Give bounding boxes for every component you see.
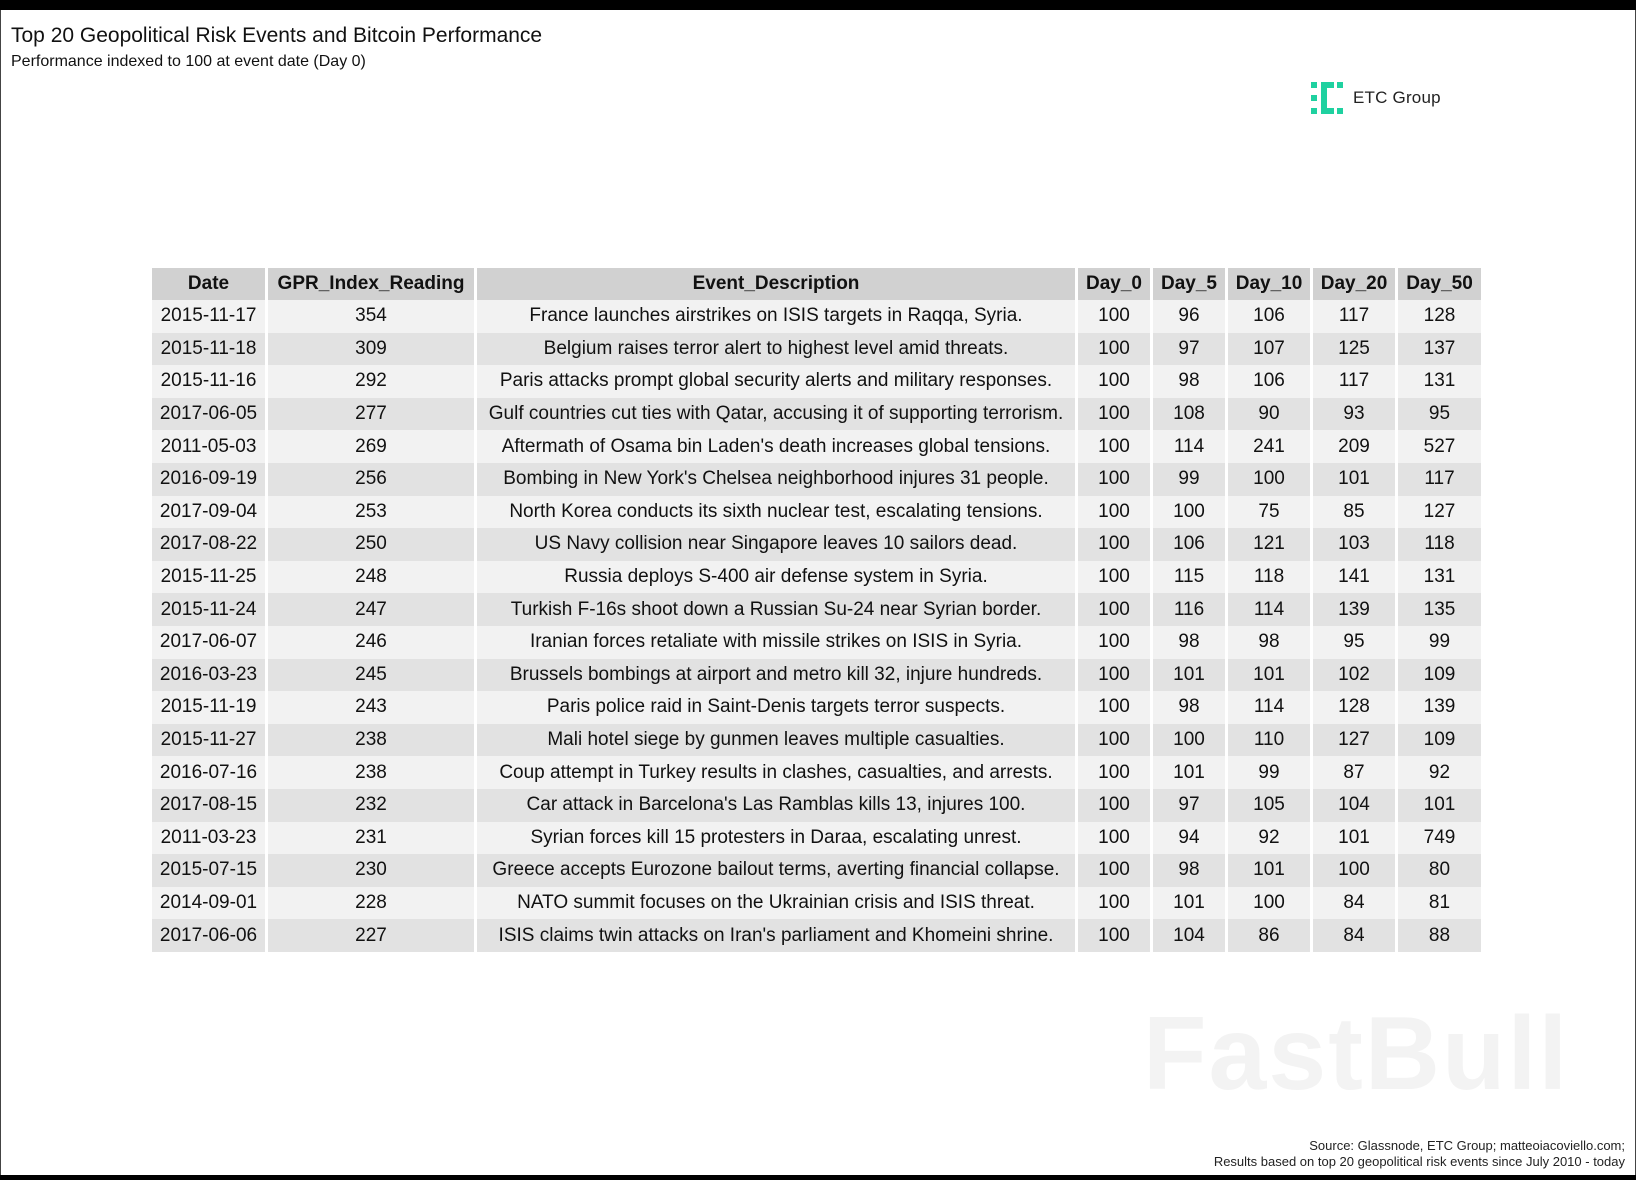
cell-description: Paris police raid in Saint-Denis targets terror suspects. (477, 691, 1075, 724)
cell-gpr: 232 (268, 789, 474, 822)
cell-description: North Korea conducts its sixth nuclear test, escalating tensions. (477, 496, 1075, 529)
cell-date: 2017-06-06 (152, 919, 265, 952)
watermark-text: FastBull (1143, 996, 1570, 1112)
cell-description: Syrian forces kill 15 protesters in Daraa, escalating unrest. (477, 822, 1075, 855)
cell-day-10: 107 (1228, 333, 1310, 366)
cell-day-20: 101 (1313, 463, 1395, 496)
cell-day-50: 139 (1398, 691, 1481, 724)
cell-day-0: 100 (1078, 789, 1150, 822)
cell-day-0: 100 (1078, 887, 1150, 920)
cell-description: Belgium raises terror alert to highest level amid threats. (477, 333, 1075, 366)
cell-gpr: 227 (268, 919, 474, 952)
cell-date: 2015-11-18 (152, 333, 265, 366)
cell-day-0: 100 (1078, 756, 1150, 789)
cell-description: NATO summit focuses on the Ukrainian crisis and ISIS threat. (477, 887, 1075, 920)
cell-date: 2015-11-16 (152, 365, 265, 398)
cell-description: Brussels bombings at airport and metro kill 32, injure hundreds. (477, 659, 1075, 692)
cell-description: France launches airstrikes on ISIS targets in Raqqa, Syria. (477, 300, 1075, 333)
cell-day-10: 110 (1228, 724, 1310, 757)
cell-day-0: 100 (1078, 430, 1150, 463)
cell-day-10: 100 (1228, 463, 1310, 496)
cell-day-50: 131 (1398, 365, 1481, 398)
column-header-date: Date (152, 268, 265, 300)
cell-date: 2014-09-01 (152, 887, 265, 920)
cell-day-50: 127 (1398, 496, 1481, 529)
cell-day-10: 106 (1228, 300, 1310, 333)
cell-date: 2017-09-04 (152, 496, 265, 529)
cell-day-0: 100 (1078, 724, 1150, 757)
table-row (152, 659, 1481, 692)
cell-description: ISIS claims twin attacks on Iran's parliament and Khomeini shrine. (477, 919, 1075, 952)
logo-text: ETC Group (1353, 88, 1441, 107)
cell-day-5: 101 (1153, 659, 1225, 692)
cell-day-5: 101 (1153, 887, 1225, 920)
cell-day-0: 100 (1078, 496, 1150, 529)
cell-day-5: 99 (1153, 463, 1225, 496)
cell-day-50: 128 (1398, 300, 1481, 333)
source-note (1214, 1138, 1625, 1170)
cell-gpr: 354 (268, 300, 474, 333)
cell-gpr: 238 (268, 724, 474, 757)
cell-date: 2015-11-19 (152, 691, 265, 724)
cell-date: 2011-05-03 (152, 430, 265, 463)
cell-day-50: 117 (1398, 463, 1481, 496)
table-row (152, 528, 1481, 561)
cell-day-50: 137 (1398, 333, 1481, 366)
cell-description: Greece accepts Eurozone bailout terms, averting financial collapse. (477, 854, 1075, 887)
cell-gpr: 256 (268, 463, 474, 496)
cell-gpr: 243 (268, 691, 474, 724)
cell-description: Mali hotel siege by gunmen leaves multiple casualties. (477, 724, 1075, 757)
cell-day-50: 109 (1398, 724, 1481, 757)
cell-day-0: 100 (1078, 593, 1150, 626)
cell-day-0: 100 (1078, 528, 1150, 561)
etc-group-logo-icon (1311, 82, 1343, 114)
cell-date: 2016-07-16 (152, 756, 265, 789)
table-row (152, 626, 1481, 659)
cell-day-50: 92 (1398, 756, 1481, 789)
cell-day-10: 114 (1228, 593, 1310, 626)
source-line-1: Source: Glassnode, ETC Group; matteoiacoviello.com; (1309, 1138, 1625, 1153)
cell-day-50: 118 (1398, 528, 1481, 561)
cell-date: 2017-08-22 (152, 528, 265, 561)
cell-day-10: 86 (1228, 919, 1310, 952)
cell-day-5: 101 (1153, 756, 1225, 789)
cell-day-5: 108 (1153, 398, 1225, 431)
cell-gpr: 269 (268, 430, 474, 463)
table-row (152, 430, 1481, 463)
cell-day-20: 85 (1313, 496, 1395, 529)
cell-day-0: 100 (1078, 365, 1150, 398)
cell-day-5: 106 (1153, 528, 1225, 561)
cell-day-5: 98 (1153, 365, 1225, 398)
cell-day-5: 115 (1153, 561, 1225, 594)
cell-description: Coup attempt in Turkey results in clashes, casualties, and arrests. (477, 756, 1075, 789)
table-row (152, 756, 1481, 789)
cell-day-20: 209 (1313, 430, 1395, 463)
cell-day-5: 98 (1153, 854, 1225, 887)
table-row (152, 365, 1481, 398)
table-row (152, 593, 1481, 626)
table-row (152, 854, 1481, 887)
cell-description: US Navy collision near Singapore leaves 10 sailors dead. (477, 528, 1075, 561)
source-line-2: Results based on top 20 geopolitical risk events since July 2010 - today (1213, 1154, 1625, 1169)
cell-day-10: 92 (1228, 822, 1310, 855)
cell-day-20: 117 (1313, 300, 1395, 333)
cell-day-0: 100 (1078, 333, 1150, 366)
cell-day-5: 104 (1153, 919, 1225, 952)
cell-date: 2015-11-24 (152, 593, 265, 626)
cell-day-20: 84 (1313, 887, 1395, 920)
cell-date: 2015-11-17 (152, 300, 265, 333)
cell-day-0: 100 (1078, 561, 1150, 594)
table-row (152, 561, 1481, 594)
column-header-day-5: Day_5 (1153, 268, 1225, 300)
cell-day-20: 104 (1313, 789, 1395, 822)
cell-description: Russia deploys S-400 air defense system in Syria. (477, 561, 1075, 594)
cell-day-20: 87 (1313, 756, 1395, 789)
cell-description: Gulf countries cut ties with Qatar, accusing it of supporting terrorism. (477, 398, 1075, 431)
cell-day-5: 97 (1153, 789, 1225, 822)
cell-day-20: 93 (1313, 398, 1395, 431)
cell-day-10: 105 (1228, 789, 1310, 822)
table-row (152, 887, 1481, 920)
cell-gpr: 248 (268, 561, 474, 594)
cell-day-50: 81 (1398, 887, 1481, 920)
cell-day-10: 90 (1228, 398, 1310, 431)
column-header-description: Event_Description (477, 268, 1075, 300)
chart-subtitle: Performance indexed to 100 at event date (Day 0) (11, 53, 366, 70)
cell-day-20: 141 (1313, 561, 1395, 594)
cell-day-50: 80 (1398, 854, 1481, 887)
table-row (152, 496, 1481, 529)
cell-gpr: 228 (268, 887, 474, 920)
cell-gpr: 246 (268, 626, 474, 659)
cell-gpr: 230 (268, 854, 474, 887)
cell-day-5: 98 (1153, 626, 1225, 659)
cell-day-5: 96 (1153, 300, 1225, 333)
table-row (152, 724, 1481, 757)
cell-day-50: 101 (1398, 789, 1481, 822)
cell-day-20: 100 (1313, 854, 1395, 887)
cell-day-50: 135 (1398, 593, 1481, 626)
column-header-day-0: Day_0 (1078, 268, 1150, 300)
cell-description: Iranian forces retaliate with missile strikes on ISIS in Syria. (477, 626, 1075, 659)
cell-day-10: 101 (1228, 659, 1310, 692)
cell-day-0: 100 (1078, 822, 1150, 855)
cell-day-5: 97 (1153, 333, 1225, 366)
cell-gpr: 309 (268, 333, 474, 366)
cell-day-0: 100 (1078, 659, 1150, 692)
cell-day-0: 100 (1078, 463, 1150, 496)
cell-gpr: 247 (268, 593, 474, 626)
cell-day-0: 100 (1078, 691, 1150, 724)
table-row (152, 691, 1481, 724)
cell-date: 2015-11-27 (152, 724, 265, 757)
column-header-day-20: Day_20 (1313, 268, 1395, 300)
table-row (152, 333, 1481, 366)
chart-page (0, 10, 1636, 1175)
cell-day-0: 100 (1078, 398, 1150, 431)
cell-day-0: 100 (1078, 626, 1150, 659)
cell-day-20: 127 (1313, 724, 1395, 757)
cell-date: 2017-06-07 (152, 626, 265, 659)
table-row (152, 789, 1481, 822)
cell-day-5: 116 (1153, 593, 1225, 626)
cell-day-5: 98 (1153, 691, 1225, 724)
cell-day-5: 114 (1153, 430, 1225, 463)
cell-day-20: 125 (1313, 333, 1395, 366)
table-row (152, 463, 1481, 496)
cell-day-10: 101 (1228, 854, 1310, 887)
cell-day-50: 131 (1398, 561, 1481, 594)
cell-day-10: 241 (1228, 430, 1310, 463)
cell-day-10: 121 (1228, 528, 1310, 561)
cell-gpr: 292 (268, 365, 474, 398)
cell-day-5: 100 (1153, 724, 1225, 757)
cell-day-10: 100 (1228, 887, 1310, 920)
table-body (152, 300, 1481, 952)
cell-day-20: 84 (1313, 919, 1395, 952)
cell-day-0: 100 (1078, 854, 1150, 887)
chart-title: Top 20 Geopolitical Risk Events and Bitcoin Performance (11, 24, 543, 47)
cell-description: Car attack in Barcelona's Las Ramblas kills 13, injures 100. (477, 789, 1075, 822)
cell-gpr: 245 (268, 659, 474, 692)
cell-date: 2017-06-05 (152, 398, 265, 431)
column-header-day-50: Day_50 (1398, 268, 1481, 300)
cell-day-50: 88 (1398, 919, 1481, 952)
cell-day-5: 100 (1153, 496, 1225, 529)
cell-date: 2015-11-25 (152, 561, 265, 594)
cell-day-10: 98 (1228, 626, 1310, 659)
cell-description: Turkish F-16s shoot down a Russian Su-24 near Syrian border. (477, 593, 1075, 626)
cell-description: Aftermath of Osama bin Laden's death increases global tensions. (477, 430, 1075, 463)
column-header-day-10: Day_10 (1228, 268, 1310, 300)
cell-day-50: 749 (1398, 822, 1481, 855)
cell-day-20: 102 (1313, 659, 1395, 692)
column-header-gpr: GPR_Index_Reading (268, 268, 474, 300)
table-header-row (152, 268, 1481, 300)
cell-day-10: 106 (1228, 365, 1310, 398)
cell-gpr: 231 (268, 822, 474, 855)
cell-day-20: 103 (1313, 528, 1395, 561)
cell-day-10: 114 (1228, 691, 1310, 724)
cell-day-0: 100 (1078, 919, 1150, 952)
cell-day-20: 128 (1313, 691, 1395, 724)
cell-date: 2016-03-23 (152, 659, 265, 692)
table-row (152, 300, 1481, 333)
cell-day-50: 527 (1398, 430, 1481, 463)
table-row (152, 822, 1481, 855)
cell-gpr: 253 (268, 496, 474, 529)
cell-day-20: 101 (1313, 822, 1395, 855)
cell-day-0: 100 (1078, 300, 1150, 333)
cell-date: 2011-03-23 (152, 822, 265, 855)
etc-group-logo (1311, 82, 1441, 114)
cell-day-50: 95 (1398, 398, 1481, 431)
cell-day-50: 109 (1398, 659, 1481, 692)
cell-day-10: 118 (1228, 561, 1310, 594)
cell-day-20: 117 (1313, 365, 1395, 398)
events-table (149, 268, 1484, 952)
table-row (152, 398, 1481, 431)
cell-date: 2015-07-15 (152, 854, 265, 887)
cell-date: 2016-09-19 (152, 463, 265, 496)
cell-day-50: 99 (1398, 626, 1481, 659)
cell-day-20: 139 (1313, 593, 1395, 626)
cell-description: Bombing in New York's Chelsea neighborhood injures 31 people. (477, 463, 1075, 496)
cell-day-5: 94 (1153, 822, 1225, 855)
cell-day-10: 99 (1228, 756, 1310, 789)
cell-gpr: 277 (268, 398, 474, 431)
cell-day-20: 95 (1313, 626, 1395, 659)
cell-gpr: 250 (268, 528, 474, 561)
cell-description: Paris attacks prompt global security alerts and military responses. (477, 365, 1075, 398)
table-row (152, 919, 1481, 952)
cell-day-10: 75 (1228, 496, 1310, 529)
cell-gpr: 238 (268, 756, 474, 789)
cell-date: 2017-08-15 (152, 789, 265, 822)
